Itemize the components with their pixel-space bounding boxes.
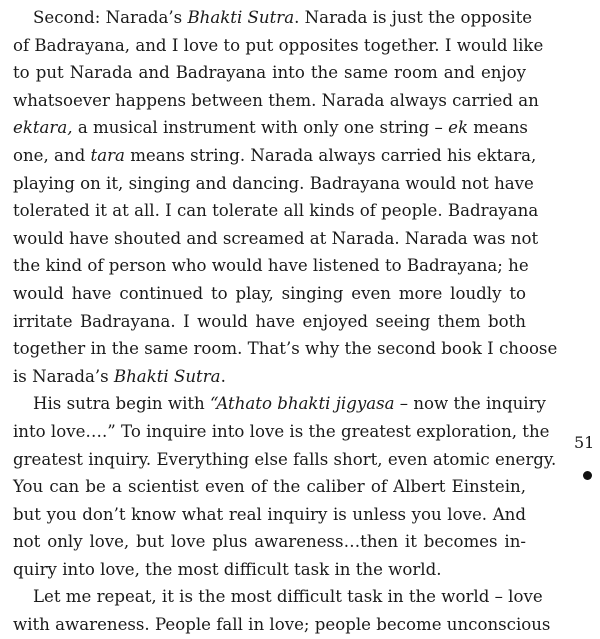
text-segment: – now the inquiry (394, 394, 546, 414)
text-line (13, 446, 557, 474)
text-segment: Let me repeat, it is the most difficult task in the world – love (33, 587, 543, 607)
text-line (13, 308, 526, 336)
text-line (13, 501, 526, 529)
text-line (13, 197, 539, 225)
text-segment: a musical instrument with only one string – (72, 118, 449, 138)
text-segment: playing on it, singing and dancing. Badrayana would not have (13, 173, 534, 193)
body-text (13, 4, 558, 639)
text-segment: with awareness. People fall in love; people become unconscious (13, 615, 551, 635)
text-line (13, 170, 534, 198)
paragraph (13, 390, 557, 583)
text-segment: tolerated it at all. I can tolerate all kinds of people. Badrayana (13, 201, 539, 221)
text-segment: into love….” To inquire into love is the greatest exploration, the (13, 421, 550, 441)
text-segment: to put Narada and Badrayana into the same room and enjoy (13, 63, 526, 83)
text-line (13, 32, 544, 60)
text-segment: is Narada’s (13, 366, 114, 386)
italic-text: “Athato bhakti jigyasa (210, 394, 395, 414)
text-line (13, 335, 558, 363)
text-segment: means string. Narada always carried his ektara, (124, 145, 537, 165)
text-segment: irritate Badrayana. I would have enjoyed seeing them both (13, 311, 526, 331)
text-line (13, 142, 537, 170)
text-line (13, 556, 526, 584)
text-segment: not only love, but love plus awareness…then it becomes in- (13, 532, 526, 552)
paragraph (13, 4, 558, 390)
text-line (13, 528, 526, 556)
text-segment: means (468, 118, 528, 138)
text-segment: . (220, 366, 226, 386)
text-line (13, 280, 526, 308)
text-segment: His sutra begin with (33, 394, 211, 414)
text-segment: Second: Narada’s (33, 8, 188, 27)
text-segment: one, and (13, 145, 91, 165)
text-line (13, 363, 526, 391)
italic-text: ek (448, 118, 469, 138)
text-segment: whatsoever happens between them. Narada always carried an (13, 90, 539, 110)
text-line (13, 418, 550, 446)
paragraph (13, 583, 551, 638)
text-segment: but you don’t know what real inquiry is unless you love. And (13, 504, 526, 524)
text-line (13, 390, 546, 418)
text-segment: quiry into love, the most difficult task in the world. (13, 559, 442, 579)
italic-text: Bhakti Sutra (113, 366, 221, 386)
text-line (13, 252, 529, 280)
text-segment: the kind of person who would have listened to Badrayana; he (13, 256, 529, 276)
text-line (13, 225, 539, 253)
page-number: 51 (574, 433, 595, 452)
text-line (13, 114, 526, 142)
text-line (13, 87, 539, 115)
text-line (13, 59, 526, 87)
text-segment: greatest inquiry. Everything else falls short, even atomic energy. (13, 449, 557, 469)
text-segment: together in the same room. That’s why the second book I choose (13, 339, 558, 359)
text-line (13, 611, 551, 639)
text-segment: You can be a scientist even of the caliber of Albert Einstein, (13, 477, 526, 497)
italic-text: ektara, (13, 118, 73, 138)
text-segment: would have shouted and screamed at Narada. Narada was not (13, 228, 539, 248)
text-segment: . Narada is just the opposite (294, 8, 533, 27)
text-line (13, 4, 533, 32)
text-segment: of Badrayana, and I love to put opposites together. I would like (13, 35, 544, 55)
text-segment: would have continued to play, singing even more loudly to (13, 283, 526, 303)
italic-text: tara (90, 145, 125, 165)
text-line (13, 473, 526, 501)
text-line (13, 583, 543, 611)
page-marker-bullet (583, 471, 592, 480)
italic-text: Bhakti Sutra (187, 8, 295, 27)
